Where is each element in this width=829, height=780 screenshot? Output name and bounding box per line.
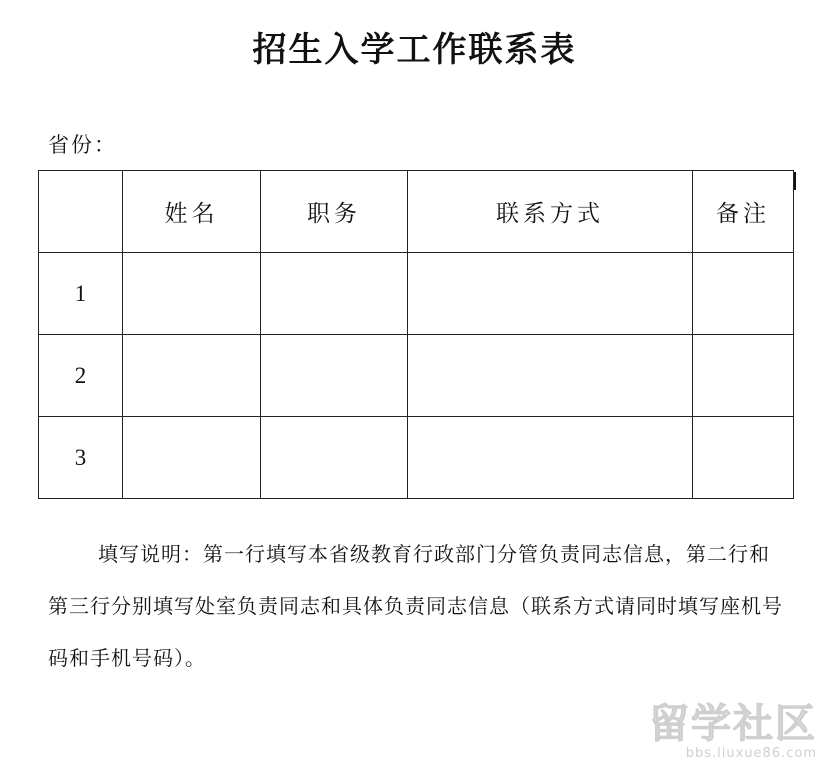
header-remark: 备注 [693, 171, 794, 253]
header-name: 姓名 [123, 171, 261, 253]
header-number [39, 171, 123, 253]
cell-contact[interactable] [408, 335, 693, 417]
table-header-row [39, 171, 794, 253]
row-number: 1 [39, 253, 123, 335]
cell-position[interactable] [261, 335, 408, 417]
table-row [39, 253, 794, 335]
header-contact: 联系方式 [408, 171, 693, 253]
cell-name[interactable] [123, 417, 261, 499]
watermark-text: 留学社区 [649, 701, 817, 747]
watermark-url: bbs.liuxue86.com [685, 746, 817, 761]
text-cursor [794, 172, 796, 190]
cell-position[interactable] [261, 417, 408, 499]
row-number: 2 [39, 335, 123, 417]
header-position: 职务 [261, 171, 408, 253]
instructions-paragraph: 填写说明：第一行填写本省级教育行政部门分管负责同志信息，第二行和第三行分别填写处室负责同志和具体负责同志信息（联系方式请同时填写座机号码和手机号码）。 [48, 542, 783, 670]
contact-table [38, 170, 794, 499]
table-row [39, 335, 794, 417]
page-title: 招生入学工作联系表 [252, 30, 577, 70]
cell-name[interactable] [123, 253, 261, 335]
watermark-logo [647, 702, 817, 772]
cell-remark[interactable] [693, 253, 794, 335]
cell-position[interactable] [261, 253, 408, 335]
table-row [39, 417, 794, 499]
cell-contact[interactable] [408, 253, 693, 335]
row-number: 3 [39, 417, 123, 499]
cell-remark[interactable] [693, 335, 794, 417]
province-label: 省份： [48, 133, 117, 157]
cell-contact[interactable] [408, 417, 693, 499]
cell-remark[interactable] [693, 417, 794, 499]
cell-name[interactable] [123, 335, 261, 417]
